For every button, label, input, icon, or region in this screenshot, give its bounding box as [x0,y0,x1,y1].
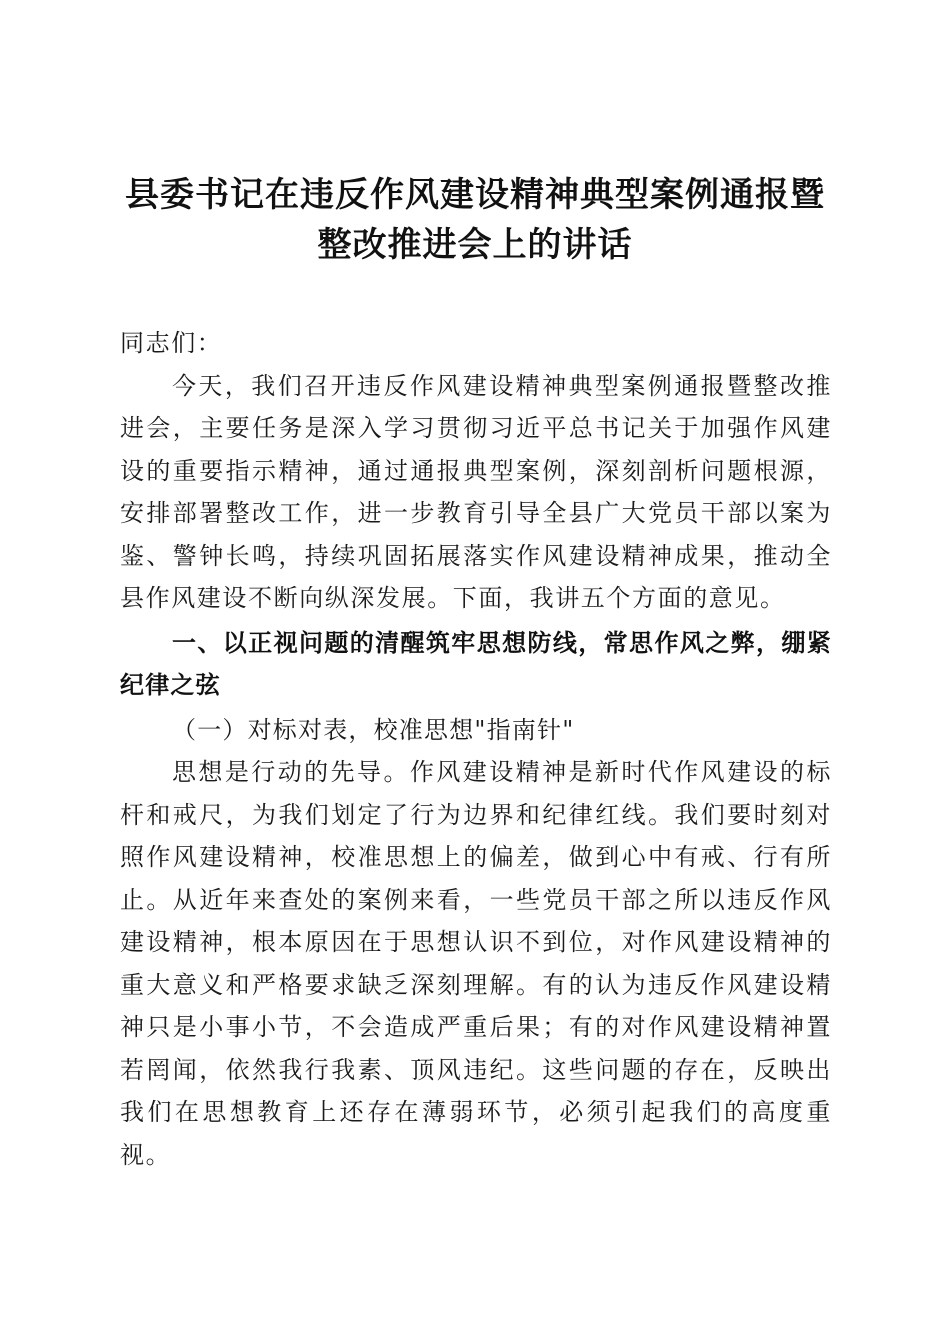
salutation: 同志们： [120,329,223,357]
document-body [120,322,832,1176]
body-paragraph-2: 思想是行动的先导。作风建设精神是新时代作风建设的标杆和戒尺，为我们划定了行为边界和纪律红线。我们要时刻对照作风建设精神，校准思想上的偏差，做到心中有戒、行有所止。从近年来查处的案例来看，一些党员干部之所以违反作风建设精神，根本原因在于思想认识不到位，对作风建设精神的重大意义和严格要求缺乏深刻理解。有的认为违反作风建设精神只是小事小节，不会造成严重后果；有的对作风建设精神置若罔闻，依然我行我素、顶风违纪。这些问题的存在，反映出我们在思想教育上还存在薄弱环节，必须引起我们的高度重视。 [120,758,832,1169]
subsection-heading-1: （一）对标对表，校准思想"指南针" [172,715,575,744]
title-line-2: 整改推进会上的讲话 [317,225,633,265]
opening-paragraph: 今天，我们召开违反作风建设精神典型案例通报暨整改推进会，主要任务是深入学习贯彻习近平总书记关于加强作风建设的重要指示精神，通过通报典型案例，深刻剖析问题根源，安排部署整改工作，进一步教育引导全县广大党员干部以案为鉴、警钟长鸣，持续巩固拓展落实作风建设精神成果，推动全县作风建设不断向纵深发展。下面，我讲五个方面的意见。 [120,371,832,612]
title-line-1: 县委书记在违反作风建设精神典型案例通报暨 [125,175,825,215]
section-heading-1: 一、以正视问题的清醒筑牢思想防线，常思作风之弊，绷紧纪律之弦 [120,628,832,699]
document-title [80,170,870,270]
